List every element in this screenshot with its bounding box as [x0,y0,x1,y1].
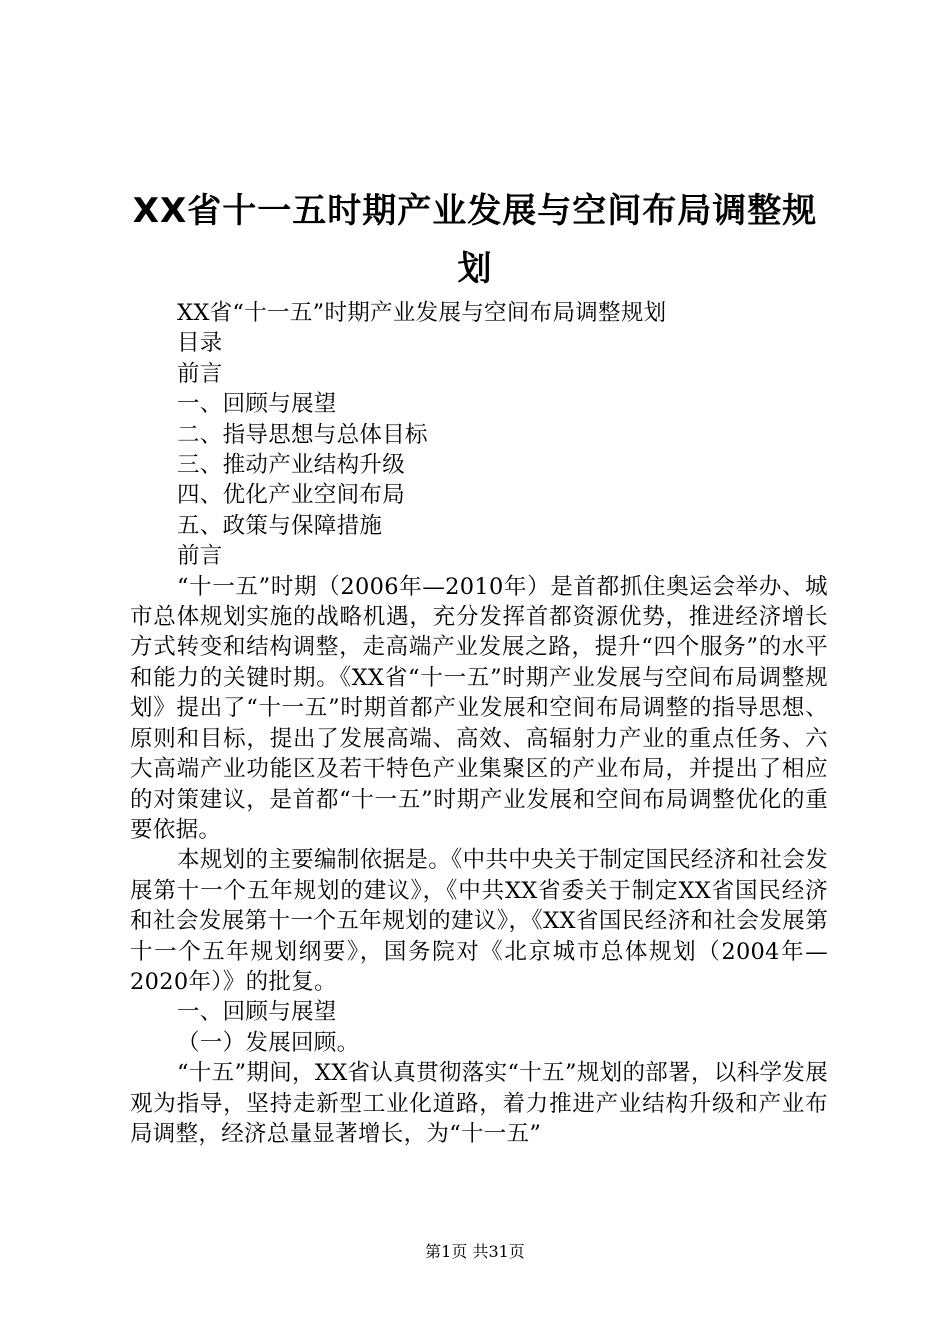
document-title: XX省十一五时期产业发展与空间布局调整规划 [132,191,818,289]
document-subtitle: XX省“十一五”时期产业发展与空间布局调整规划 [177,300,667,326]
toc-item-preface: 前言 [177,360,223,387]
toc-item-industry-upgrade: 三、推动产业结构升级 [177,452,406,479]
section-heading-review: 一、回顾与展望 [177,999,337,1026]
toc-item-spatial-layout: 四、优化产业空间布局 [177,482,406,509]
document-body [130,298,828,1149]
toc-heading: 目录 [177,330,223,357]
toc-item-policy: 五、政策与保障措施 [177,512,383,539]
preface-paragraph: “十一五”时期（2006年—2010年）是首都抓住奥运会举办、城市总体规划实施的战略机遇，充分发挥首都资源优势，推进经济增长方式转变和结构调整，走高端产业发展之路，提升“四个服务”的水平和能力的关键时期。《XX省“十一五”时期产业发展与空间布局调整规划》提出了“十一五”时期首都产业发展和空间布局调整的指导思想、原则和目标，提出了发展高端、高效、高辐射力产业的重点任务、六大高端产业功能区及若干特色产业集聚区的产业布局，并提出了相应的对策建议，是首都“十一五”时期产业发展和空间布局调整优化的重要依据。 [130,573,828,843]
page-number: 第1页 共31页 [425,1242,525,1261]
toc-item-guiding-ideas: 二、指导思想与总体目标 [177,421,428,448]
preface-heading: 前言 [177,543,223,570]
review-paragraph: “十五”期间，XX省认真贯彻落实“十五”规划的部署，以科学发展观为指导，坚持走新型工业化道路，着力推进产业结构升级和产业布局调整，经济总量显著增长，为“十一五” [130,1060,828,1147]
basis-paragraph: 本规划的主要编制依据是。《中共中央关于制定国民经济和社会发展第十一个五年规划的建议》，《中共XX省委关于制定XX省国民经济和社会发展第十一个五年规划的建议》，《XX省国民经济和社会发展第十一个五年规划纲要》，国务院对《北京城市总体规划（2004年—2020年）》的批复。 [130,847,828,995]
subsection-heading-review: （一）发展回顾。 [177,1029,360,1056]
toc-item-review: 一、回顾与展望 [177,391,337,418]
